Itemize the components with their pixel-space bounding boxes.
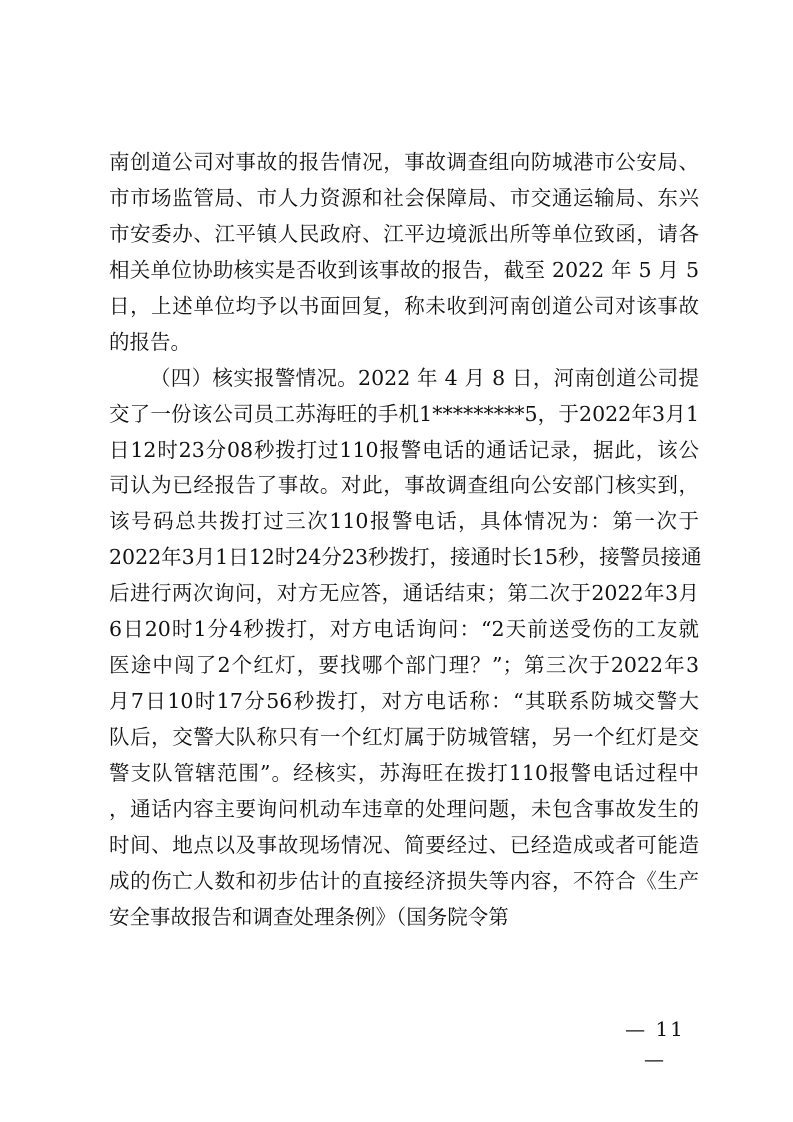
text-line-7: （四）核实报警情况。2022 年 4 月 8 日，河南创道公司提	[150, 365, 699, 390]
text-line-3: 市安委办、江平镇人民政府、江平边境派出所等单位致函，请各	[109, 221, 699, 246]
text-line-14: 6日20时1分4秒拨打，对方电话询问：“2天前送受伤的工友就	[109, 617, 699, 642]
text-line-9: 日12时23分08秒拨打过110报警电话的通话记录，据此，该公	[109, 437, 699, 462]
text-line-15: 医途中闯了2个红灯，要找哪个部门理？”；第三次于2022年3	[109, 653, 699, 678]
text-line-1: 南创道公司对事故的报告情况，事故调查组向防城港市公安局、	[109, 150, 699, 174]
text-line-2: 市市场监管局、市人力资源和社会保障局、市交通运输局、东兴	[109, 185, 699, 210]
text-line-12: 2022年3月1日12时24分23秒拨打，接通时长15秒，接警员接通	[109, 545, 702, 570]
text-line-22: 安全事故报告和调查处理条例》（国务院令第	[109, 904, 509, 929]
text-line-5: 日，上述单位均予以书面回复，称未收到河南创道公司对该事故	[109, 293, 699, 318]
page-number: — 11 —	[625, 1017, 685, 1071]
text-line-10: 司认为已经报告了事故。对此，事故调查组向公安部门核实到，	[109, 473, 699, 498]
text-line-20: 时间、地点以及事故现场情况、简要经过、已经造成或者可能造	[109, 832, 699, 857]
text-line-19: ，通话内容主要询问机动车违章的处理问题，未包含事故发生的	[109, 796, 699, 821]
text-line-13: 后进行两次询问，对方无应答，通话结束；第二次于2022年3月	[109, 581, 699, 606]
body-text	[109, 145, 702, 936]
text-line-11: 该号码总共拨打过三次110报警电话，具体情况为：第一次于	[109, 509, 699, 534]
text-line-16: 月7日10时17分56秒拨打，对方电话称：“其联系防城交警大	[109, 689, 699, 714]
text-line-18: 警支队管辖范围”。经核实，苏海旺在拨打110报警电话过程中	[109, 760, 699, 785]
text-line-4: 相关单位协助核实是否收到该事故的报告，截至 2022 年 5 月 5	[109, 257, 699, 282]
text-line-6: 的报告。	[109, 329, 191, 354]
text-line-8: 交了一份该公司员工苏海旺的手机1*********5，于2022年3月1	[109, 401, 699, 426]
text-line-21: 成的伤亡人数和初步估计的直接经济损失等内容，不符合《生产	[109, 868, 699, 893]
text-line-17: 队后，交警大队称只有一个红灯属于防城管辖，另一个红灯是交	[109, 725, 699, 749]
